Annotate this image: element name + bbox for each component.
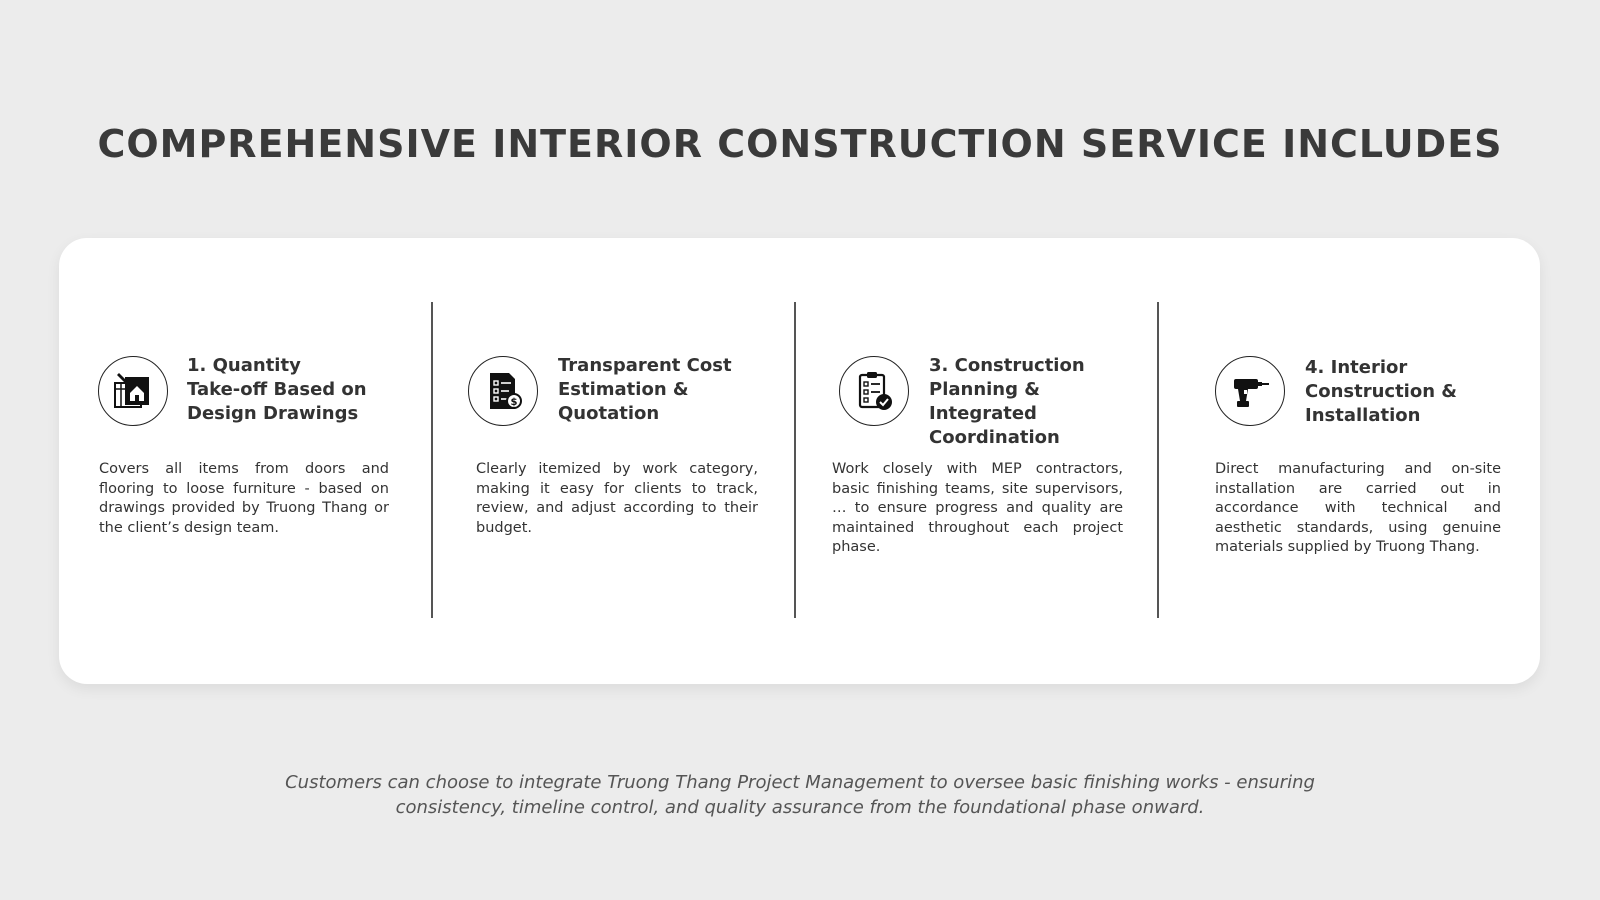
footer-line: consistency, timeline control, and quality assurance from the foundational phase onward. bbox=[395, 797, 1205, 818]
blueprint-house-icon bbox=[98, 356, 168, 426]
power-drill-icon bbox=[1215, 356, 1285, 426]
service-heading: Transparent Cost Estimation & Quotation bbox=[558, 355, 732, 424]
checklist-clipboard-icon bbox=[839, 356, 909, 426]
column-divider bbox=[794, 302, 796, 618]
footer-line: Customers can choose to integrate Truong Thang Project Management to oversee basic finishing works - ensuring bbox=[285, 772, 1315, 793]
service-description: Covers all items from doors and flooring to loose furniture - based on drawings provided by Truong Thang or the client’s design team. bbox=[99, 461, 389, 536]
column-divider bbox=[431, 302, 433, 618]
service-heading: 1. Quantity Take-off Based on Design Drawings bbox=[187, 355, 367, 424]
service-heading: 4. Interior Construction & Installation bbox=[1305, 357, 1457, 426]
services-card bbox=[59, 238, 1540, 684]
service-heading: 3. Construction Planning & Integrated Coordination bbox=[929, 355, 1085, 448]
service-description: Work closely with MEP contractors, basic finishing teams, site supervisors, … to ensure progress and quality are maintained throughout each project phase. bbox=[832, 461, 1123, 556]
footer-note bbox=[230, 770, 1370, 820]
service-description: Clearly itemized by work category, making it easy for clients to track, review, and adjust according to their budget. bbox=[476, 461, 758, 536]
service-description: Direct manufacturing and on-site installation are carried out in accordance with technical and aesthetic standards, using genuine materials supplied by Truong Thang. bbox=[1215, 461, 1501, 556]
column-divider bbox=[1157, 302, 1159, 618]
page-title: COMPREHENSIVE INTERIOR CONSTRUCTION SERVICE INCLUDES bbox=[97, 122, 1503, 166]
invoice-cost-icon bbox=[468, 356, 538, 426]
svg-text:$: $ bbox=[510, 397, 518, 408]
